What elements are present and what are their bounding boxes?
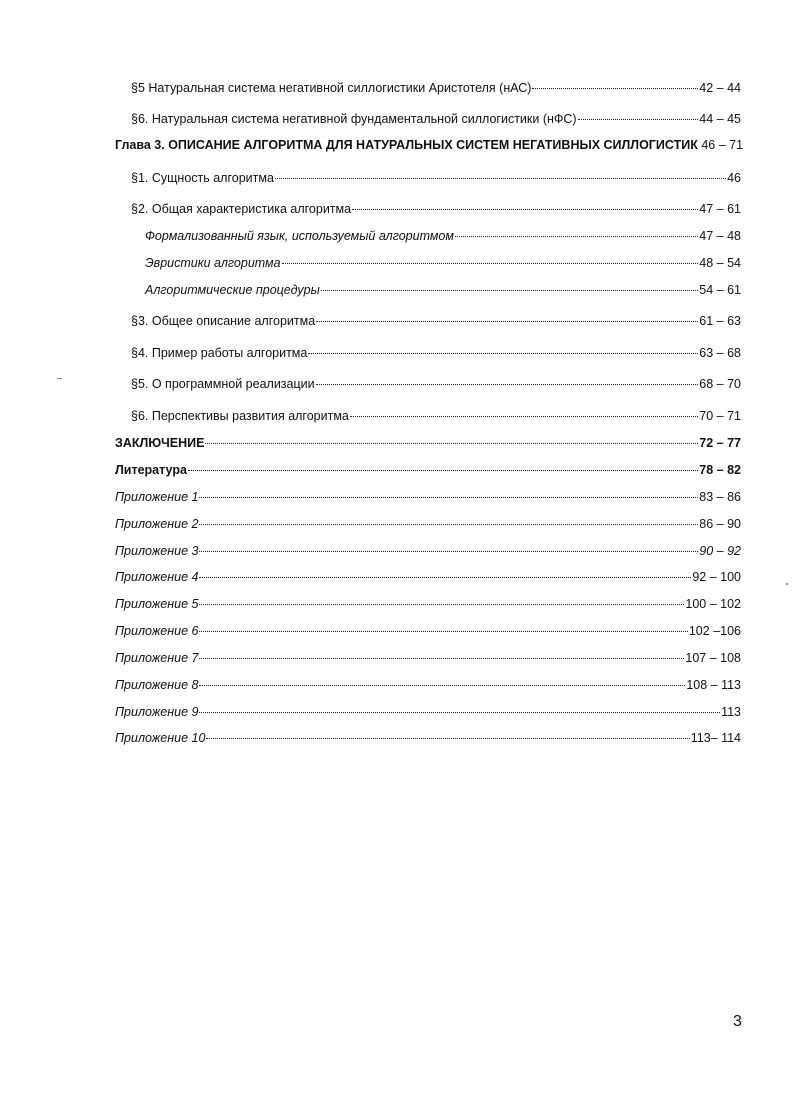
toc-entry-title: Приложение 7 bbox=[115, 651, 199, 665]
toc-entry-title: §1. Сущность алгоритма bbox=[131, 171, 274, 185]
toc-entry-pages: 78 – 82 bbox=[699, 463, 741, 477]
dot-leader bbox=[275, 178, 726, 179]
dot-leader bbox=[455, 236, 698, 237]
dot-leader bbox=[199, 604, 684, 605]
toc-entry-title: Приложение 6 bbox=[115, 624, 199, 638]
toc-entry bbox=[131, 170, 741, 186]
toc-entry-pages: 70 – 71 bbox=[699, 409, 741, 423]
dot-leader bbox=[199, 631, 687, 632]
toc-entry-title: Приложение 8 bbox=[115, 678, 199, 692]
toc-entry-appendix bbox=[115, 516, 741, 532]
toc-entry-title: §2. Общая характеристика алгоритма bbox=[131, 202, 352, 216]
toc-entry-title: §6. Натуральная система негативной фундаментальной силлогистики (нФС) bbox=[131, 112, 577, 126]
dot-leader bbox=[532, 88, 698, 89]
dot-leader bbox=[206, 738, 689, 739]
toc-entry-title: Приложение 2 bbox=[115, 517, 199, 531]
dot-leader bbox=[316, 321, 698, 322]
toc-entry-title: Формализованный язык, используемый алгоритмом bbox=[145, 229, 454, 243]
dot-leader bbox=[188, 470, 698, 471]
toc-entry-title: Приложение 5 bbox=[115, 597, 199, 611]
dot-leader bbox=[282, 263, 699, 264]
dot-leader bbox=[199, 551, 698, 552]
page-number: 3 bbox=[733, 1013, 742, 1030]
toc-entry-pages: 102 –106 bbox=[688, 624, 741, 638]
toc-entry-pages: 47 – 48 bbox=[699, 229, 741, 243]
toc-entry-title: Приложение 4 bbox=[115, 570, 199, 584]
toc-entry-pages: 63 – 68 bbox=[699, 346, 741, 360]
toc-entry-appendix bbox=[115, 569, 741, 585]
toc-entry bbox=[131, 376, 741, 392]
toc-entry-appendix bbox=[115, 623, 741, 639]
toc-entry-pages: 72 – 77 bbox=[699, 436, 741, 450]
toc-entry bbox=[131, 80, 741, 96]
toc-entry-title: §5. О программной реализации bbox=[131, 377, 315, 391]
toc-entry-title: Литература bbox=[115, 463, 187, 477]
toc-entry-appendix bbox=[115, 730, 741, 746]
toc-entry-pages: 100 – 102 bbox=[685, 597, 741, 611]
toc-entry-pages: 107 – 108 bbox=[685, 651, 741, 665]
toc-entry-pages: 42 – 44 bbox=[699, 81, 741, 95]
dot-leader bbox=[199, 712, 720, 713]
toc-entry-pages: 46 bbox=[727, 171, 741, 185]
toc-entry-title: §3. Общее описание алгоритма bbox=[131, 314, 316, 328]
toc-entry-appendix bbox=[115, 543, 741, 559]
toc-entry bbox=[131, 408, 741, 424]
toc-subentry bbox=[145, 228, 741, 244]
toc-entry-appendix bbox=[115, 489, 741, 505]
dot-leader bbox=[199, 658, 684, 659]
dot-leader bbox=[578, 119, 699, 120]
toc-subentry bbox=[145, 282, 741, 298]
dot-leader bbox=[205, 443, 698, 444]
toc-entry-appendix bbox=[115, 677, 741, 693]
toc-entry-references bbox=[115, 462, 741, 478]
dot-leader bbox=[308, 353, 698, 354]
toc-subentry bbox=[145, 255, 741, 271]
toc-entry-title: ЗАКЛЮЧЕНИЕ bbox=[115, 436, 205, 450]
toc-entry-title: §4. Пример работы алгоритма bbox=[131, 346, 308, 360]
toc-entry-pages: 48 – 54 bbox=[699, 256, 741, 270]
toc-entry-pages: 92 – 100 bbox=[692, 570, 741, 584]
dot-leader bbox=[352, 209, 698, 210]
toc-entry-pages: 113 bbox=[721, 705, 741, 719]
toc-entry-pages: 61 – 63 bbox=[699, 314, 741, 328]
toc-entry-title: Приложение 3 bbox=[115, 544, 199, 558]
toc-entry-title: Приложение 9 bbox=[115, 705, 199, 719]
dot-leader bbox=[350, 416, 698, 417]
scan-speck bbox=[57, 378, 62, 379]
scan-speck bbox=[786, 583, 788, 585]
dot-leader bbox=[199, 497, 698, 498]
toc-entry-pages: 68 – 70 bbox=[699, 377, 741, 391]
toc-entry-title: §6. Перспективы развития алгоритма bbox=[131, 409, 349, 423]
toc-entry-appendix bbox=[115, 596, 741, 612]
chapter-heading-title: Глава 3. ОПИСАНИЕ АЛГОРИТМА ДЛЯ НАТУРАЛЬНЫХ СИСТЕМ НЕГАТИВНЫХ СИЛЛОГИСТИК bbox=[115, 138, 698, 152]
toc-entry-title: Приложение 1 bbox=[115, 490, 199, 504]
toc-entry-pages: 44 – 45 bbox=[699, 112, 741, 126]
toc-entry-pages: 47 – 61 bbox=[699, 202, 741, 216]
toc-entry-pages: 108 – 113 bbox=[686, 678, 741, 692]
toc-entry-conclusion bbox=[115, 435, 741, 451]
toc-entry-title: Алгоритмические процедуры bbox=[145, 283, 320, 297]
toc-entry-pages: 113– 114 bbox=[690, 731, 741, 745]
dot-leader bbox=[199, 577, 691, 578]
toc-entry-appendix bbox=[115, 650, 741, 666]
toc-entry-title: Эвристики алгоритма bbox=[145, 256, 281, 270]
dot-leader bbox=[199, 524, 698, 525]
toc-entry-title: §5 Натуральная система негативной силлогистики Аристотеля (нАС) bbox=[131, 81, 532, 95]
toc-entry-pages: 86 – 90 bbox=[699, 517, 741, 531]
toc-entry-pages: 54 – 61 bbox=[699, 283, 741, 297]
chapter-heading bbox=[115, 137, 748, 153]
toc-entry bbox=[131, 111, 741, 127]
dot-leader bbox=[321, 290, 699, 291]
chapter-heading-pages: 46 – 71 bbox=[701, 138, 744, 152]
toc-entry-pages: 83 – 86 bbox=[699, 490, 741, 504]
dot-leader bbox=[316, 384, 699, 385]
toc-entry-appendix bbox=[115, 704, 741, 720]
toc-entry bbox=[131, 313, 741, 329]
toc-entry bbox=[131, 345, 741, 361]
dot-leader bbox=[199, 685, 685, 686]
toc-entry bbox=[131, 201, 741, 217]
toc-entry-title: Приложение 10 bbox=[115, 731, 206, 745]
toc-entry-pages: 90 – 92 bbox=[699, 544, 741, 558]
